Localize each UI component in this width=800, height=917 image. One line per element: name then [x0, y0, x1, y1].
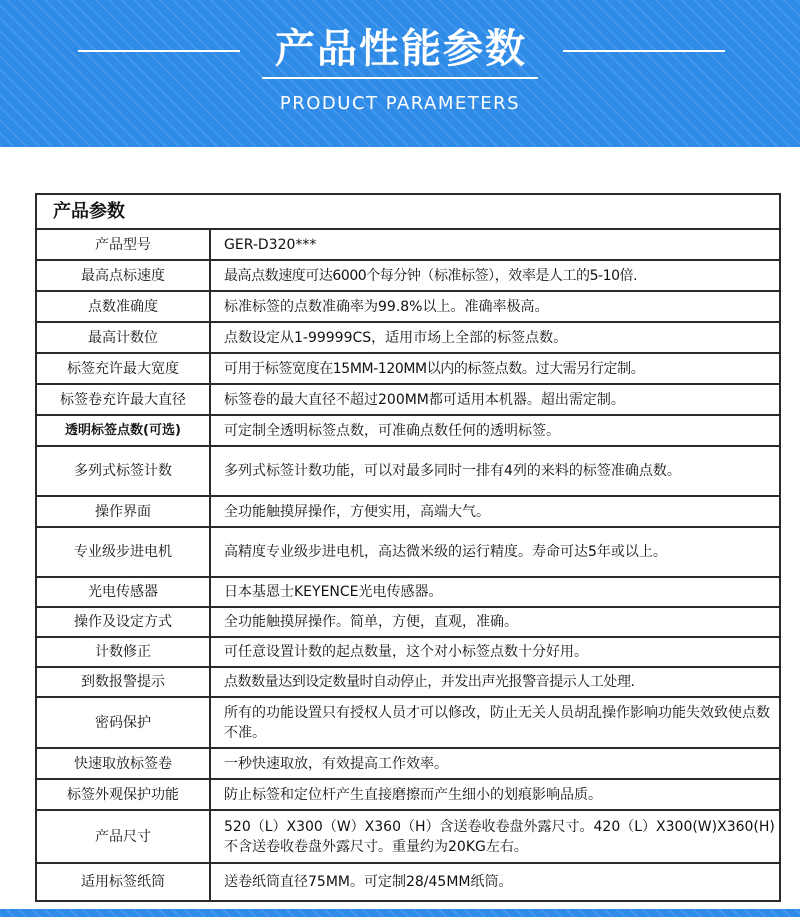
param-label: 操作及设定方式	[36, 607, 210, 637]
param-value: GER-D320***	[210, 229, 780, 260]
param-value: 标签卷的最大直径不超过200MM都可适用本机器。超出需定制。	[210, 384, 780, 415]
param-label: 产品尺寸	[36, 810, 210, 863]
param-label: 点数准确度	[36, 291, 210, 322]
table-row	[36, 527, 780, 577]
table-row	[36, 697, 780, 748]
table-row	[36, 229, 780, 260]
param-value: 最高点数速度可达6000个每分钟（标准标签），效率是人工的5-10倍.	[210, 260, 780, 291]
param-label: 快速取放标签卷	[36, 748, 210, 779]
param-label: 标签充许最大宽度	[36, 353, 210, 384]
table-row	[36, 415, 780, 446]
param-value: 多列式标签计数功能，可以对最多同时一排有4列的来料的标签准确点数。	[210, 446, 780, 496]
table-row	[36, 322, 780, 353]
title-underline	[262, 77, 538, 79]
param-label: 到数报警提示	[36, 667, 210, 697]
table-row	[36, 384, 780, 415]
param-value: 可定制全透明标签点数，可准确点数任何的透明标签。	[210, 415, 780, 446]
param-label: 最高点标速度	[36, 260, 210, 291]
param-value: 防止标签和定位杆产生直接磨擦而产生细小的划痕影响品质。	[210, 779, 780, 810]
param-label: 计数修正	[36, 637, 210, 667]
param-value: 520（L）X300（W）X360（H）含送卷收卷盘外露尺寸。420（L）X300(W)X360(H)不含送卷收卷盘外露尺寸。重量约为20KG左右。	[210, 810, 780, 863]
table-row	[36, 446, 780, 496]
table-row	[36, 577, 780, 607]
page-subtitle: PRODUCT PARAMETERS	[279, 93, 521, 114]
param-value: 一秒快速取放，有效提高工作效率。	[210, 748, 780, 779]
table-row	[36, 637, 780, 667]
table-row	[36, 353, 780, 384]
param-label: 透明标签点数(可选)	[36, 415, 210, 446]
param-label: 光电传感器	[36, 577, 210, 607]
param-value: 标准标签的点数准确率为99.8%以上。准确率极高。	[210, 291, 780, 322]
param-label: 操作界面	[36, 496, 210, 527]
param-label: 适用标签纸筒	[36, 863, 210, 901]
title-divider-left	[78, 50, 240, 52]
table-row	[36, 260, 780, 291]
table-row	[36, 607, 780, 637]
table-row	[36, 496, 780, 527]
table-row	[36, 748, 780, 779]
param-value: 点数设定从1-99999CS，适用市场上全部的标签点数。	[210, 322, 780, 353]
header-banner	[0, 0, 800, 147]
param-value: 所有的功能设置只有授权人员才可以修改，防止无关人员胡乱操作影响功能失效致使点数不准。	[210, 697, 780, 748]
param-value: 送卷纸筒直径75MM。可定制28/45MM纸筒。	[210, 863, 780, 901]
table-row	[36, 291, 780, 322]
page-title: 产品性能参数	[275, 26, 527, 72]
param-value: 全功能触摸屏操作，方便实用，高端大气。	[210, 496, 780, 527]
table-row	[36, 779, 780, 810]
parameters-table	[35, 193, 781, 902]
table-row	[36, 863, 780, 901]
param-value: 可任意设置计数的起点数量，这个对小标签点数十分好用。	[210, 637, 780, 667]
param-value: 可用于标签宽度在15MM-120MM以内的标签点数。过大需另行定制。	[210, 353, 780, 384]
param-value: 日本基恩士KEYENCE光电传感器。	[210, 577, 780, 607]
param-value: 全功能触摸屏操作。简单，方便，直观，准确。	[210, 607, 780, 637]
param-label: 标签外观保护功能	[36, 779, 210, 810]
param-value: 点数数量达到设定数量时自动停止，并发出声光报警音提示人工处理.	[210, 667, 780, 697]
footer-band	[0, 909, 800, 917]
table-row	[36, 810, 780, 863]
param-label: 产品型号	[36, 229, 210, 260]
param-label: 最高计数位	[36, 322, 210, 353]
param-label: 多列式标签计数	[36, 446, 210, 496]
param-label: 标签卷充许最大直径	[36, 384, 210, 415]
table-row	[36, 667, 780, 697]
param-label: 专业级步进电机	[36, 527, 210, 577]
title-divider-right	[563, 50, 725, 52]
table-section-row	[36, 194, 780, 229]
param-value: 高精度专业级步进电机，高达微米级的运行精度。寿命可达5年或以上。	[210, 527, 780, 577]
param-label: 密码保护	[36, 697, 210, 748]
table-section-title: 产品参数	[36, 194, 780, 229]
